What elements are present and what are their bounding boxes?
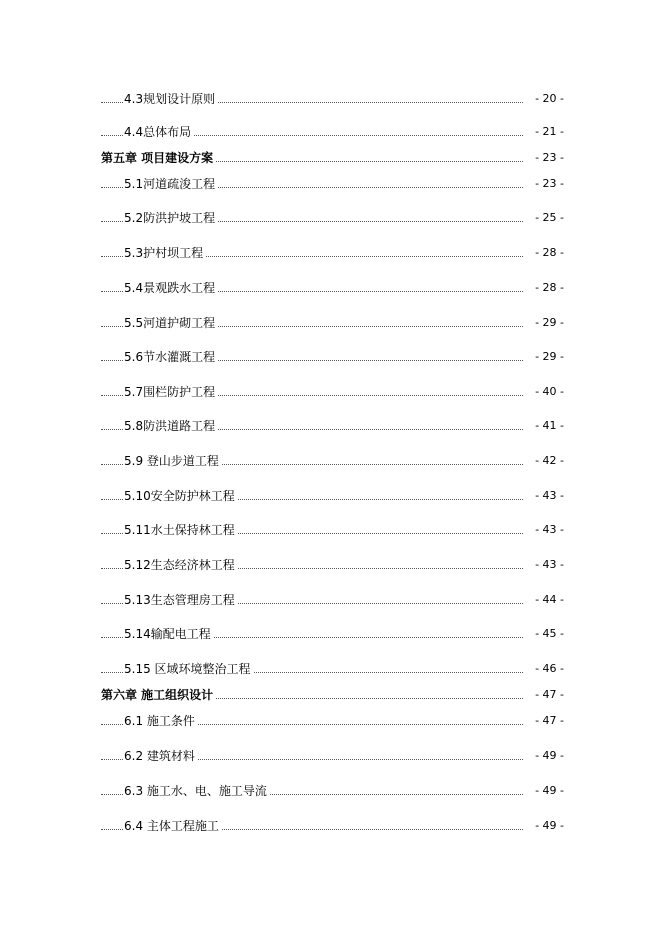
toc-entry[interactable] (0, 349, 662, 365)
toc-entry-page: - 43 - (528, 522, 564, 538)
toc-entry-label: 5.13生态管理房工程 (124, 593, 235, 607)
toc-entry-page: - 47 - (528, 713, 564, 729)
toc-entry-label: 4.4总体布局 (124, 125, 192, 139)
toc-entry-page: - 23 - (528, 176, 564, 192)
toc-entry[interactable] (0, 176, 662, 192)
toc-entry[interactable] (0, 280, 662, 296)
toc-entry[interactable] (0, 315, 662, 331)
toc-entry[interactable] (0, 488, 662, 504)
toc-entry[interactable] (0, 661, 662, 677)
toc-entry-page: - 23 - (528, 150, 564, 166)
toc-entry[interactable] (0, 210, 662, 226)
toc-entry-label: 5.10安全防护林工程 (124, 489, 235, 503)
toc-entry-label: 5.2防洪护坡工程 (124, 211, 216, 225)
toc-entry-label: 5.5河道护砌工程 (124, 316, 216, 330)
toc-entry[interactable] (0, 522, 662, 538)
toc-entry-label: 4.3规划设计原则 (124, 92, 216, 106)
toc-entry-label: 5.1河道疏浚工程 (124, 177, 216, 191)
toc-entry-page: - 49 - (528, 783, 564, 799)
toc-entry[interactable] (0, 124, 662, 140)
toc-entry-label: 5.12生态经济林工程 (124, 558, 235, 572)
toc-entry[interactable] (0, 384, 662, 400)
toc-entry-label: 5.6节水灌溉工程 (124, 350, 216, 364)
toc-entry-label: 6.2 建筑材料 (124, 749, 195, 763)
toc-entry[interactable] (0, 418, 662, 434)
toc-entry-label: 6.3 施工水、电、施工导流 (124, 784, 267, 798)
toc-entry[interactable] (0, 818, 662, 834)
toc-entry-page: - 49 - (528, 748, 564, 764)
toc-entry-page: - 47 - (528, 687, 564, 703)
toc-entry-label: 5.11水土保持林工程 (124, 523, 235, 537)
toc-entry-page: - 43 - (528, 488, 564, 504)
toc-entry-page: - 45 - (528, 626, 564, 642)
toc-entry-page: - 40 - (528, 384, 564, 400)
toc-entry-label: 5.8防洪道路工程 (124, 419, 216, 433)
toc-entry[interactable] (0, 592, 662, 608)
toc-chapter-entry[interactable] (0, 150, 662, 166)
toc-entry-page: - 43 - (528, 557, 564, 573)
toc-entry[interactable] (0, 748, 662, 764)
toc-entry[interactable] (0, 91, 662, 107)
toc-entry[interactable] (0, 713, 662, 729)
toc-entry-page: - 44 - (528, 592, 564, 608)
toc-chapter-label: 第六章 施工组织设计 (101, 688, 214, 702)
toc-entry-page: - 28 - (528, 280, 564, 296)
toc-entry[interactable] (0, 245, 662, 261)
toc-entry-label: 5.3护村坝工程 (124, 246, 204, 260)
toc-entry-label: 5.9 登山步道工程 (124, 454, 219, 468)
toc-entry-label: 6.4 主体工程施工 (124, 819, 219, 833)
toc-entry[interactable] (0, 783, 662, 799)
toc-entry-label: 5.7围栏防护工程 (124, 385, 216, 399)
toc-entry-page: - 42 - (528, 453, 564, 469)
toc-entry-page: - 29 - (528, 349, 564, 365)
toc-entry-page: - 28 - (528, 245, 564, 261)
toc-entry-page: - 41 - (528, 418, 564, 434)
toc-entry[interactable] (0, 557, 662, 573)
toc-entry-page: - 21 - (528, 124, 564, 140)
toc-chapter-entry[interactable] (0, 687, 662, 703)
toc-entry-label: 5.14输配电工程 (124, 627, 211, 641)
toc-entry-page: - 46 - (528, 661, 564, 677)
toc-chapter-label: 第五章 项目建设方案 (101, 151, 214, 165)
toc-entry-label: 5.15 区域环境整治工程 (124, 662, 251, 676)
toc-entry[interactable] (0, 453, 662, 469)
toc-entry-label: 5.4景观跌水工程 (124, 281, 216, 295)
toc-entry-page: - 29 - (528, 315, 564, 331)
toc-entry[interactable] (0, 626, 662, 642)
toc-entry-label: 6.1 施工条件 (124, 714, 195, 728)
toc-entry-page: - 49 - (528, 818, 564, 834)
toc-entry-page: - 20 - (528, 91, 564, 107)
toc-entry-page: - 25 - (528, 210, 564, 226)
